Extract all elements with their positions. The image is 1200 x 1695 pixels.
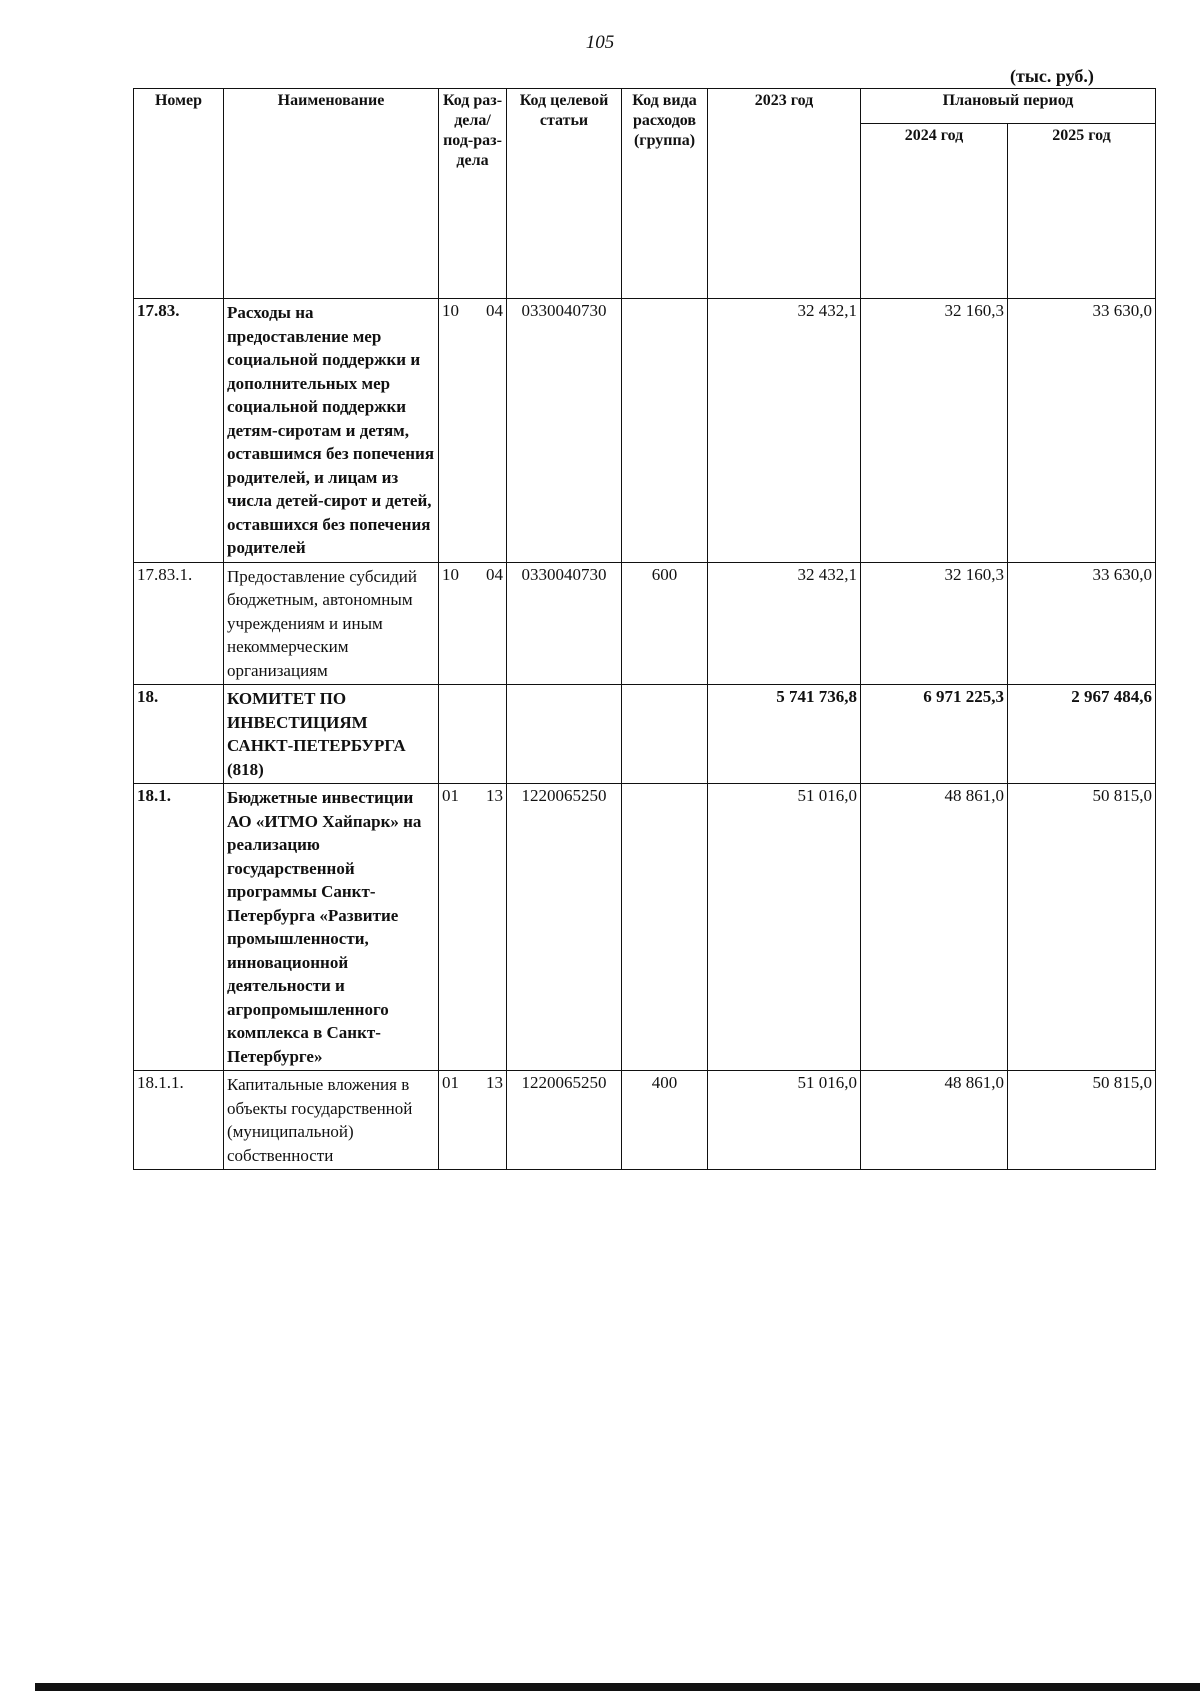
table-row — [134, 299, 1156, 563]
row-target-code: 1220065250 — [507, 784, 622, 1071]
row-section: 10 — [442, 564, 459, 584]
section-code-pair — [442, 1073, 503, 1093]
row-amount-2024: 32 160,3 — [861, 562, 1008, 685]
row-name: Капитальные вложения в объекты государственной (муниципальной) собственности — [224, 1071, 439, 1170]
row-name: Бюджетные инвестиции АО «ИТМО Хайпарк» на реализацию государственной программы Санкт-Петербурга «Развитие промышленности, инновационной деятельности и агропромышленного комплекса в Санкт-Петербурге» — [224, 784, 439, 1071]
row-expense-kind — [622, 784, 708, 1071]
section-code-pair — [442, 565, 503, 585]
header-year-2025: 2025 год — [1008, 124, 1156, 299]
row-name: Расходы на предоставление мер социальной поддержки и дополнительных мер социальной поддержки детям-сиротам и детям, оставшимся без попечения родителей, и лицам из числа детей-сирот и детей, оставшихся без попечения родителей — [224, 299, 439, 563]
row-name: Предоставление субсидий бюджетным, автономным учреждениям и иным некоммерческим организациям — [224, 562, 439, 685]
header-target-code: Код целевой статьи — [507, 89, 622, 299]
bottom-rule — [35, 1683, 1200, 1691]
table-row — [134, 784, 1156, 1071]
row-expense-kind: 400 — [622, 1071, 708, 1170]
row-target-code — [507, 685, 622, 784]
unit-note: (тыс. руб.) — [1010, 66, 1094, 86]
row-amount-2025: 50 815,0 — [1008, 784, 1156, 1071]
row-number: 18.1.1. — [134, 1071, 224, 1170]
row-section-code — [439, 1071, 507, 1170]
row-number: 17.83. — [134, 299, 224, 563]
row-section-code — [439, 685, 507, 784]
row-subsection: 04 — [486, 564, 503, 584]
header-name: Наименование — [224, 89, 439, 299]
row-amount-2023: 5 741 736,8 — [708, 685, 861, 784]
section-code-pair — [442, 786, 503, 806]
table-row — [134, 1071, 1156, 1170]
row-amount-2024: 48 861,0 — [861, 1071, 1008, 1170]
row-amount-2025: 33 630,0 — [1008, 299, 1156, 563]
row-expense-kind — [622, 685, 708, 784]
row-section-code — [439, 562, 507, 685]
row-subsection: 04 — [486, 301, 503, 320]
section-code-pair — [442, 301, 503, 321]
row-amount-2024: 32 160,3 — [861, 299, 1008, 563]
row-amount-2024: 6 971 225,3 — [861, 685, 1008, 784]
row-amount-2025: 2 967 484,6 — [1008, 685, 1156, 784]
row-number: 17.83.1. — [134, 562, 224, 685]
page-number: 105 — [585, 32, 615, 53]
row-amount-2023: 51 016,0 — [708, 1071, 861, 1170]
row-subsection: 13 — [486, 786, 503, 805]
row-section: 10 — [442, 301, 459, 320]
header-row — [134, 89, 1156, 124]
row-name: КОМИТЕТ ПО ИНВЕСТИЦИЯМ САНКТ-ПЕТЕРБУРГА (818) — [224, 685, 439, 784]
row-amount-2023: 51 016,0 — [708, 784, 861, 1071]
budget-table — [133, 88, 1156, 1170]
row-section: 01 — [442, 1073, 459, 1092]
header-section-code: Код раз-дела/ под-раз-дела — [439, 89, 507, 299]
row-subsection: 13 — [486, 1073, 503, 1092]
row-section-code — [439, 784, 507, 1071]
header-planned-period: Плановый период — [861, 89, 1156, 124]
row-target-code: 0330040730 — [507, 562, 622, 685]
row-amount-2023: 32 432,1 — [708, 299, 861, 563]
header-year-2023: 2023 год — [708, 89, 861, 299]
row-target-code: 0330040730 — [507, 299, 622, 563]
header-year-2024: 2024 год — [861, 124, 1008, 299]
row-expense-kind — [622, 299, 708, 563]
header-number: Номер — [134, 89, 224, 299]
table-row — [134, 562, 1156, 685]
row-amount-2025: 33 630,0 — [1008, 562, 1156, 685]
row-section: 01 — [442, 786, 459, 805]
header-expense-kind: Код вида расходов (группа) — [622, 89, 708, 299]
row-amount-2025: 50 815,0 — [1008, 1071, 1156, 1170]
table-row — [134, 685, 1156, 784]
row-expense-kind: 600 — [622, 562, 708, 685]
row-target-code: 1220065250 — [507, 1071, 622, 1170]
row-number: 18.1. — [134, 784, 224, 1071]
row-amount-2023: 32 432,1 — [708, 562, 861, 685]
row-amount-2024: 48 861,0 — [861, 784, 1008, 1071]
row-section-code — [439, 299, 507, 563]
row-number: 18. — [134, 685, 224, 784]
